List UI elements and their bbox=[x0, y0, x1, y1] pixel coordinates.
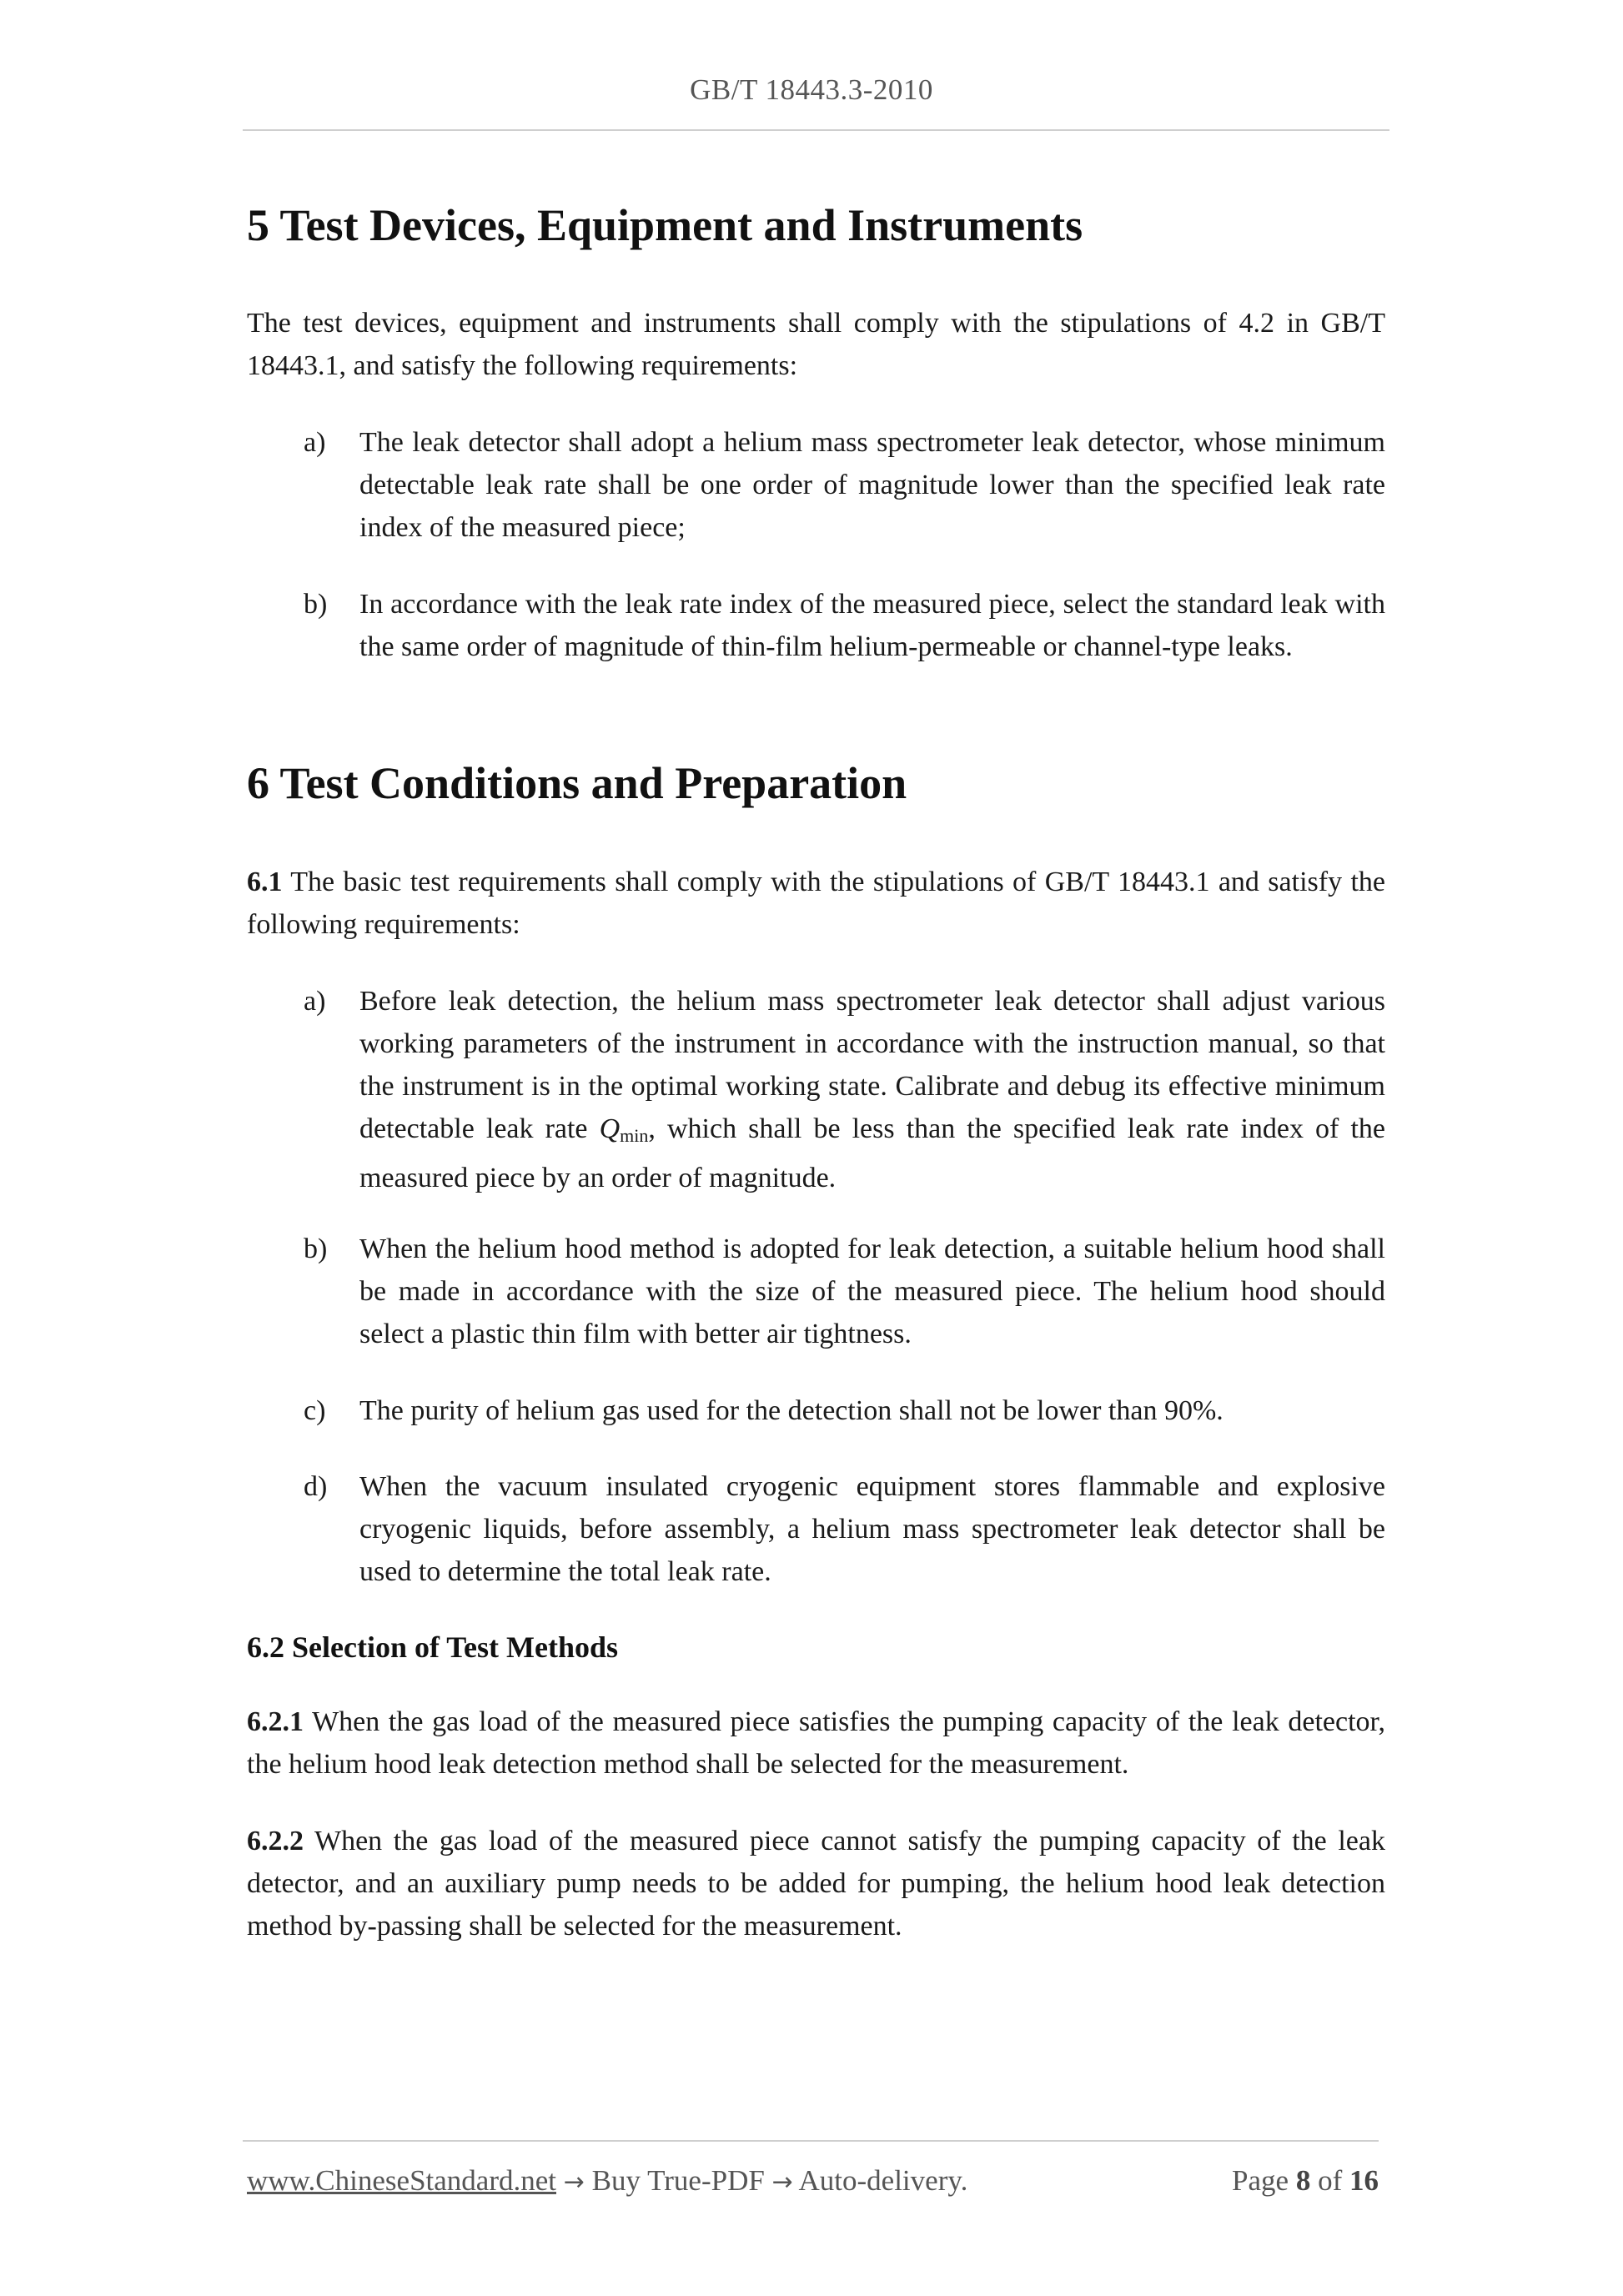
clause-6-2-2 bbox=[247, 1820, 1385, 1947]
list-item-text: When the vacuum insulated cryogenic equipment stores flammable and explosive cryogenic liquids, before assembly, a helium mass spectrometer leak detector shall be used to determine the total leak rate. bbox=[359, 1471, 1385, 1587]
delivery-text: Auto-delivery. bbox=[792, 2164, 968, 2197]
q-symbol: Q bbox=[599, 1113, 621, 1144]
clause-6-2-1 bbox=[247, 1701, 1385, 1786]
list-item-text: When the helium hood method is adopted for leak detection, a suitable helium hood shall be made in accordance with the size of the measured piece. The helium hood should select a plastic thin film with better air tightness. bbox=[359, 1233, 1385, 1349]
clause-text: When the gas load of the measured piece satisfies the pumping capacity of the leak detector, the helium hood leak detection method shall be selected for the measurement. bbox=[247, 1706, 1385, 1780]
of-label: of bbox=[1310, 2164, 1349, 2197]
list-marker: d) bbox=[304, 1471, 328, 1502]
website-link[interactable]: www.ChineseStandard.net bbox=[247, 2164, 556, 2197]
clause-text: The basic test requirements shall comply with the stipulations of GB/T 18443.1 and satisfy the following requirements: bbox=[247, 867, 1385, 940]
footer-promo bbox=[247, 2160, 967, 2203]
clause-number: 6.1 bbox=[247, 867, 283, 897]
page-number bbox=[1232, 2160, 1379, 2202]
list-marker: a) bbox=[304, 986, 326, 1017]
page-label: Page bbox=[1232, 2164, 1296, 2197]
list-item-text: The purity of helium gas used for the detection shall not be lower than 90%. bbox=[359, 1395, 1224, 1426]
item-text-after: , which shall be less than the specified leak rate index of the measured piece by an order of magnitude. bbox=[359, 1113, 1385, 1193]
header-divider bbox=[243, 129, 1389, 131]
section-5-intro: The test devices, equipment and instruments shall comply with the stipulations of 4.2 in GB/T 18443.1, and satisfy the following requirements: bbox=[247, 308, 1385, 381]
q-subscript: min bbox=[620, 1125, 649, 1146]
list-marker: b) bbox=[304, 1233, 328, 1264]
buy-text: Buy True-PDF bbox=[584, 2164, 772, 2197]
list-marker: a) bbox=[304, 427, 326, 458]
clause-6-1 bbox=[247, 861, 1385, 946]
clause-number: 6.2.1 bbox=[247, 1706, 304, 1737]
page-current: 8 bbox=[1295, 2164, 1311, 2197]
page-total: 16 bbox=[1349, 2164, 1379, 2197]
section-5-title: 5 Test Devices, Equipment and Instruments bbox=[247, 200, 1083, 250]
clause-text: When the gas load of the measured piece cannot satisfy the pumping capacity of the leak detector, and an auxiliary pump needs to be added for pumping, the helium hood leak detection method by-passing shall be selected for the measurement. bbox=[247, 1826, 1385, 1942]
footer-divider bbox=[243, 2140, 1379, 2142]
section-6-title: 6 Test Conditions and Preparation bbox=[247, 758, 907, 808]
arrow-right-icon: → bbox=[771, 2168, 793, 2197]
list-item-text bbox=[359, 980, 1385, 1199]
list-item-text: The leak detector shall adopt a helium mass spectrometer leak detector, whose minimum detectable leak rate shall be one order of magnitude lower than the specified leak rate index of the measured piece; bbox=[359, 427, 1385, 543]
list-marker: c) bbox=[304, 1395, 326, 1426]
item-text-before: Before leak detection, the helium mass spectrometer leak detector shall adjust various working parameters of the instrument in accordance with the instruction manual, so that the instrument is in the optimal working state. Calibrate and debug its effective minimum detectable leak rate bbox=[359, 986, 1385, 1144]
list-item-text: In accordance with the leak rate index of the measured piece, select the standard leak with the same order of magnitude of thin-film helium-permeable or channel-type leaks. bbox=[359, 589, 1385, 662]
running-header: GB/T 18443.3-2010 bbox=[690, 73, 933, 106]
clause-number: 6.2.2 bbox=[247, 1826, 304, 1856]
arrow-right-icon: → bbox=[563, 2168, 585, 2197]
subsection-6-2-title: 6.2 Selection of Test Methods bbox=[247, 1630, 618, 1664]
page-footer bbox=[247, 2160, 1379, 2202]
list-marker: b) bbox=[304, 589, 328, 620]
